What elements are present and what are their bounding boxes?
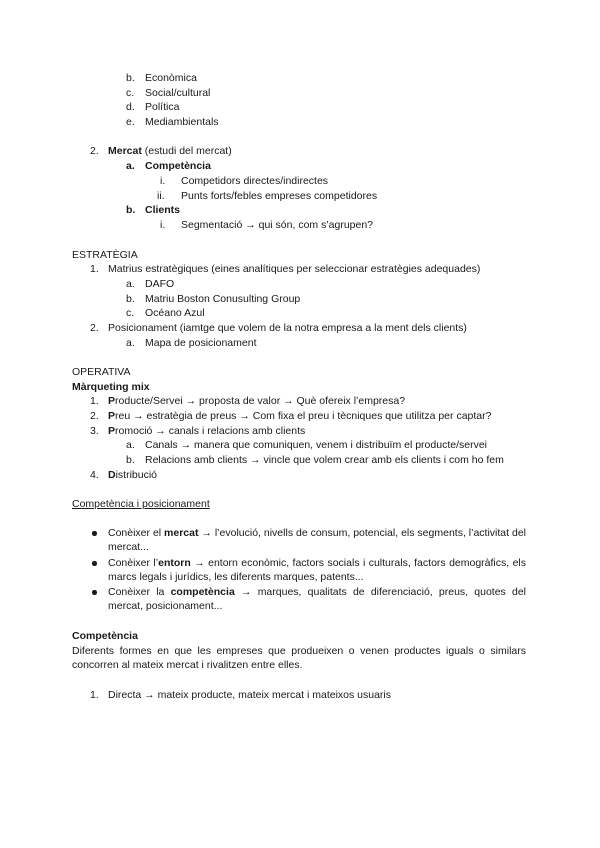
initial-letter: P: [108, 410, 116, 422]
item-text: romoció → canals i relacions amb clients: [115, 425, 306, 437]
list-item: Directa → mateix producte, mateix mercat i mateixos usuaris: [108, 689, 392, 701]
initial-letter: D: [108, 469, 116, 481]
sub-heading-competencia: Competència: [145, 160, 211, 172]
bullet-icon: [92, 561, 97, 566]
list-marker: b.: [126, 293, 135, 305]
bullet-post: → entorn econòmic, factors socials i culturals, factors demogràfics, els marcs legals i jurídics, les diferents marques, patents...: [108, 557, 527, 583]
initial-letter: P: [108, 395, 116, 407]
item-text: roducte/Servei → proposta de valor → Què ofereix l’empresa?: [115, 395, 406, 407]
mercat-rest: (estudi del mercat): [141, 145, 232, 157]
competencia-paragraph: Diferents formes en que les empreses que produeixen o venen productes iguals o similars concorren al mateix mercat i rivalitzen entre elles.: [72, 645, 526, 671]
list-marker: a.: [126, 337, 135, 349]
list-marker: d.: [126, 101, 135, 113]
list-marker: c.: [126, 87, 135, 99]
list-marker: b.: [126, 204, 136, 216]
initial-letter: P: [108, 425, 116, 437]
list-marker: i.: [160, 175, 166, 187]
list-marker: a.: [126, 160, 135, 172]
list-marker: c.: [126, 307, 135, 319]
list-item: DAFO: [145, 278, 175, 290]
bullet-item-entorn: [108, 556, 526, 584]
sub-heading-marqueting-mix: Màrqueting mix: [72, 381, 150, 393]
list-item-distribucio: [108, 468, 157, 482]
bullet-bold: mercat: [164, 527, 199, 539]
list-item: Mapa de posicionament: [145, 337, 257, 349]
list-item: Competidors directes/indirectes: [181, 175, 329, 187]
list-marker: 4.: [90, 469, 99, 481]
list-marker: 2.: [90, 145, 99, 157]
list-item: Social/cultural: [145, 87, 211, 99]
list-item-promocio: [108, 424, 305, 438]
list-marker: 1.: [90, 689, 99, 701]
bullet-icon: [92, 590, 97, 595]
list-item: Segmentació → qui són, com s’agrupen?: [181, 219, 374, 231]
list-marker: a.: [126, 439, 135, 451]
list-item: Océano Azul: [145, 307, 205, 319]
item-text: reu → estratègia de preus → Com fixa el preu i tècniques que utilitza per captar?: [115, 410, 492, 422]
bullet-pre: Conèixer l’: [108, 557, 159, 569]
section-heading-estrategia: ESTRATÈGIA: [72, 249, 138, 261]
list-item: Mediambientals: [145, 116, 219, 128]
list-marker: 2.: [90, 410, 99, 422]
bullet-post: → marques, qualitats de diferenciació, preus, quotes del mercat, posicionament...: [108, 586, 527, 612]
list-item: Relacions amb clients → vincle que volem crear amb els clients i com ho fem: [145, 454, 504, 466]
sub-heading-clients: Clients: [145, 204, 181, 216]
bullet-post: → l’evolució, nivells de consum, potencial, els segments, l’activitat del mercat...: [108, 527, 526, 553]
list-marker: e.: [126, 116, 135, 128]
section-heading-operativa: OPERATIVA: [72, 366, 131, 378]
list-marker: b.: [126, 72, 135, 84]
list-item: Canals → manera que comuniquen, venem i distribuïm el producte/servei: [145, 439, 488, 451]
list-item: Posicionament (iamtge que volem de la notra empresa a la ment dels clients): [108, 322, 467, 334]
list-marker: 1.: [90, 263, 99, 275]
bullet-bold: competència: [170, 586, 235, 598]
list-marker: b.: [126, 454, 135, 466]
list-item: Punts forts/febles empreses competidores: [181, 190, 378, 202]
bullet-item-mercat: [108, 526, 526, 554]
list-item: Matrius estratègiques (eines analítiques per seleccionar estratègies adequades): [108, 263, 481, 275]
list-item-preu: [108, 409, 491, 423]
list-marker: a.: [126, 278, 135, 290]
bullet-icon: [92, 531, 97, 536]
list-marker: 2.: [90, 322, 99, 334]
bullet-pre: Conèixer la: [108, 586, 171, 598]
bullet-item-competencia: [108, 585, 526, 613]
item-text: istribució: [115, 469, 158, 481]
list-marker: ii.: [157, 190, 165, 202]
list-marker: 3.: [90, 425, 99, 437]
list-marker: i.: [160, 219, 166, 231]
mercat-bold: Mercat: [108, 145, 142, 157]
section-title-competencia-posicionament: [72, 497, 210, 511]
list-item: Econòmica: [145, 72, 197, 84]
list-item: Política: [145, 101, 180, 113]
list-item-producte: [108, 394, 405, 408]
bullet-pre: Conèixer el: [108, 527, 165, 539]
underlined-title: Competència i posicionament: [72, 498, 210, 510]
list-item-mercat: [108, 144, 232, 158]
section-title-competencia: Competència: [72, 630, 138, 642]
bullet-bold: entorn: [158, 557, 191, 569]
list-marker: 1.: [90, 395, 99, 407]
list-item: Matriu Boston Conusulting Group: [145, 293, 301, 305]
